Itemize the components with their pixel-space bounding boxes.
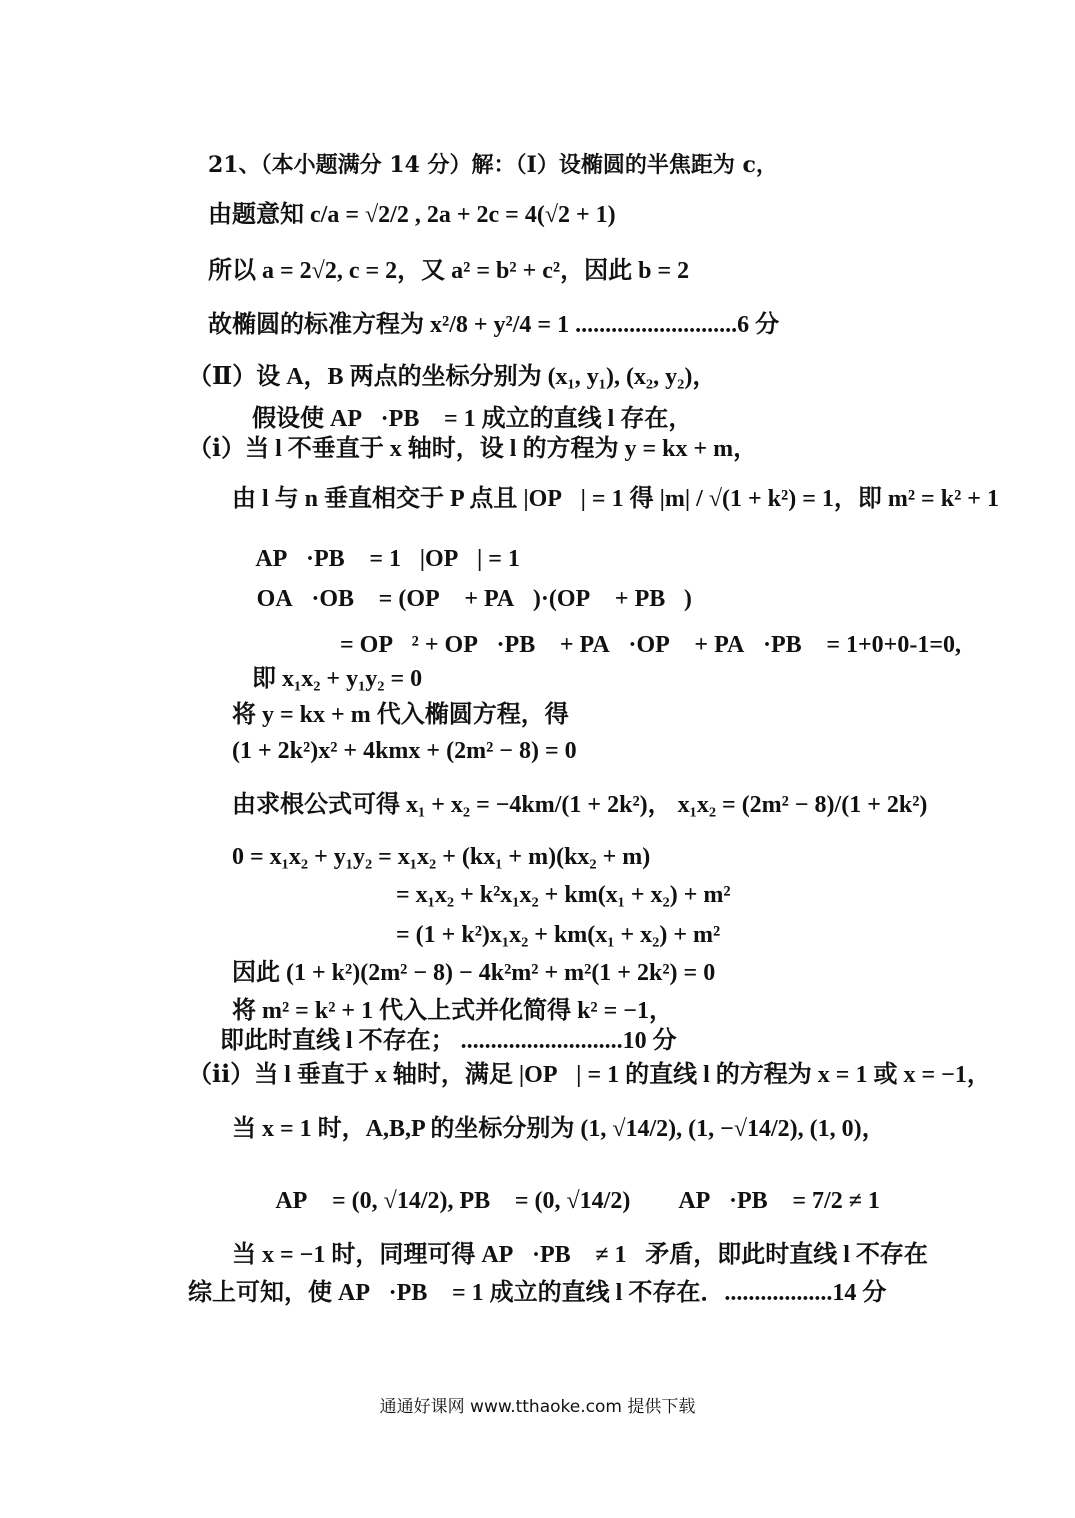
line-case-i: （ⅰ）当 l 不垂直于 x 轴时，设 l 的方程为 y = kx + m， bbox=[188, 436, 758, 462]
line-therefore-dot: ∴ OA⃗·OB⃗ = (OP⃗ + PA⃗)·(OP⃗ + PB⃗) bbox=[232, 586, 692, 612]
line-substitute: 将 y = kx + m 代入椭圆方程，得 bbox=[232, 702, 569, 728]
line-case-ii: （ⅱ）当 l 垂直于 x 轴时，满足 |OP⃗| = 1 的直线 l 的方程为 x = 1 或 x = −1， bbox=[188, 1062, 991, 1088]
line-part2-coordinates: （Ⅱ）设 A，B 两点的坐标分别为 (x₁, y₁), (x₂, y₂)， bbox=[188, 364, 717, 390]
line-x-equals-1: 当 x = 1 时，A,B,P 的坐标分别为 (1, √14/2), (1, −√14/2), (1, 0)， bbox=[232, 1116, 886, 1142]
footer-credit: 通通好课网 www.tthaoke.com 提供下载 bbox=[379, 1397, 696, 1417]
line-problem-header: 21、（本小题满分 14 分）解：（Ⅰ）设椭圆的半焦距为 c， bbox=[208, 152, 778, 178]
line-a-c-values: 所以 a = 2√2, c = 2，又 a² = b² + c²，因此 b = 2 bbox=[208, 258, 690, 284]
line-zero-expansion: 0 = x₁x₂ + y₁y₂ = x₁x₂ + (kx₁ + m)(kx₂ + m) bbox=[232, 844, 651, 870]
line-expand-dot: = OP⃗² + OP⃗·PB⃗ + PA⃗·OP⃗ + PA⃗·PB⃗ = 1+0+0-1=0, bbox=[340, 632, 962, 658]
line-conclusion-14: 综上可知，使 AP⃗·PB⃗ = 1 成立的直线 l 不存在．..................14 分 bbox=[188, 1280, 887, 1306]
line-eccentricity: 由题意知 c/a = √2/2 , 2a + 2c = 4(√2 + 1) bbox=[208, 202, 616, 228]
line-assumption: 假设使 AP⃗·PB⃗ = 1 成立的直线 l 存在， bbox=[252, 406, 693, 432]
line-expansion-step2: = (1 + k²)x₁x₂ + km(x₁ + x₂) + m² bbox=[396, 922, 721, 948]
line-vieta: 由求根公式可得 x₁ + x₂ = −4km/(1 + 2k²)， x₁x₂ = (2m² − 8)/(1 + 2k²) bbox=[232, 792, 928, 818]
line-vectors-ap-pb: ∴ AP⃗ = (0, √14/2), PB⃗ = (0, √14/2)， ∴ AP⃗·PB⃗ = 7/2 ≠ 1 bbox=[252, 1188, 880, 1214]
line-expansion-step1: = x₁x₂ + k²x₁x₂ + km(x₁ + x₂) + m² bbox=[396, 882, 731, 908]
line-perpendicular-condition: 由 l 与 n 垂直相交于 P 点且 |OP⃗| = 1 得 |m| / √(1 + k²) = 1，即 m² = k² + 1 bbox=[232, 486, 999, 512]
line-hence: 因此 (1 + k²)(2m² − 8) − 4k²m² + m²(1 + 2k²) = 0 bbox=[232, 960, 716, 986]
line-k-squared: 将 m² = k² + 1 代入上式并化简得 k² = −1， bbox=[232, 998, 673, 1024]
line-ellipse-equation: 故椭圆的标准方程为 x²/8 + y²/4 = 1 ...........................6 分 bbox=[208, 312, 780, 338]
line-not-exist-10: 即此时直线 l 不存在； ...........................10 分 bbox=[220, 1028, 677, 1054]
line-since: ∵ AP⃗·PB⃗ = 1，|OP⃗| = 1， bbox=[232, 546, 539, 572]
line-x-equals-minus-1: 当 x = −1 时，同理可得 AP⃗·PB⃗ ≠ 1，矛盾，即此时直线 l 不存在 bbox=[232, 1242, 928, 1268]
line-quadratic: (1 + 2k²)x² + 4kmx + (2m² − 8) = 0 bbox=[232, 738, 577, 764]
line-x1x2-y1y2: 即 x₁x₂ + y₁y₂ = 0 bbox=[252, 666, 423, 692]
